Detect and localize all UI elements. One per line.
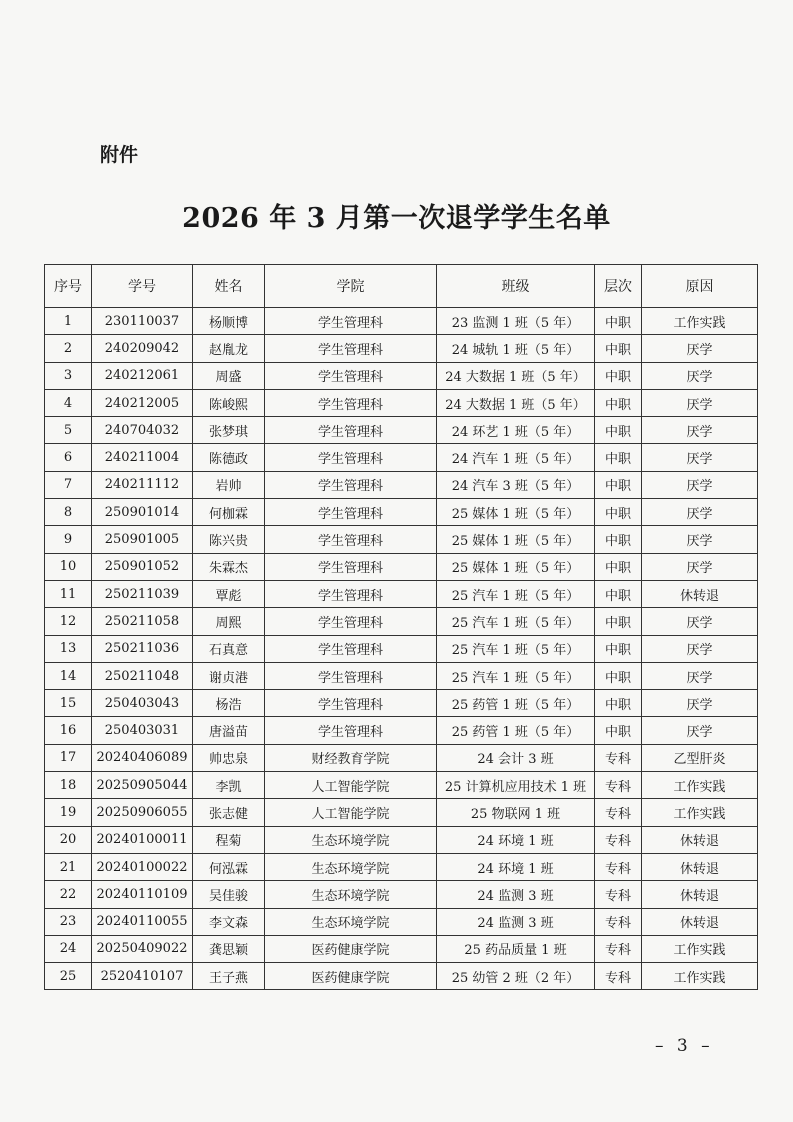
level-cell: 中职 <box>595 717 642 744</box>
class-cell: 25 媒体 1 班（5 年） <box>437 526 595 553</box>
class-cell: 24 汽车 1 班（5 年） <box>437 444 595 471</box>
college-cell: 人工智能学院 <box>265 772 437 799</box>
student-id-cell: 240211112 <box>92 471 193 498</box>
class-cell: 25 媒体 1 班（5 年） <box>437 553 595 580</box>
name-cell: 杨浩 <box>193 690 265 717</box>
table-row <box>45 935 758 962</box>
level-cell: 专科 <box>595 963 642 990</box>
college-cell: 学生管理科 <box>265 362 437 389</box>
college-cell: 学生管理科 <box>265 389 437 416</box>
reason-cell: 休转退 <box>642 881 758 908</box>
index-cell: 6 <box>45 444 92 471</box>
column-header-reason: 原因 <box>642 265 758 308</box>
table-header-row <box>45 265 758 308</box>
student-id-cell: 250901052 <box>92 553 193 580</box>
college-cell: 学生管理科 <box>265 635 437 662</box>
table-row <box>45 335 758 362</box>
table-row <box>45 690 758 717</box>
class-cell: 24 环境 1 班 <box>437 826 595 853</box>
table-row <box>45 881 758 908</box>
name-cell: 陈德政 <box>193 444 265 471</box>
reason-cell: 厌学 <box>642 608 758 635</box>
college-cell: 学生管理科 <box>265 499 437 526</box>
reason-cell: 厌学 <box>642 499 758 526</box>
table-row <box>45 662 758 689</box>
class-cell: 24 城轨 1 班（5 年） <box>437 335 595 362</box>
index-cell: 10 <box>45 553 92 580</box>
reason-cell: 厌学 <box>642 471 758 498</box>
level-cell: 专科 <box>595 799 642 826</box>
index-cell: 20 <box>45 826 92 853</box>
table-row <box>45 635 758 662</box>
level-cell: 中职 <box>595 690 642 717</box>
reason-cell: 工作实践 <box>642 963 758 990</box>
college-cell: 学生管理科 <box>265 444 437 471</box>
college-cell: 生态环境学院 <box>265 826 437 853</box>
college-cell: 生态环境学院 <box>265 881 437 908</box>
level-cell: 专科 <box>595 744 642 771</box>
student-id-cell: 250901014 <box>92 499 193 526</box>
class-cell: 25 物联网 1 班 <box>437 799 595 826</box>
level-cell: 中职 <box>595 580 642 607</box>
college-cell: 学生管理科 <box>265 553 437 580</box>
name-cell: 何枷霖 <box>193 499 265 526</box>
student-id-cell: 20240110055 <box>92 908 193 935</box>
level-cell: 专科 <box>595 826 642 853</box>
column-header-index: 序号 <box>45 265 92 308</box>
index-cell: 7 <box>45 471 92 498</box>
level-cell: 中职 <box>595 499 642 526</box>
index-cell: 17 <box>45 744 92 771</box>
reason-cell: 厌学 <box>642 526 758 553</box>
class-cell: 24 大数据 1 班（5 年） <box>437 389 595 416</box>
attachment-label: 附件 <box>100 144 139 166</box>
college-cell: 医药健康学院 <box>265 935 437 962</box>
reason-cell: 厌学 <box>642 553 758 580</box>
level-cell: 中职 <box>595 335 642 362</box>
college-cell: 学生管理科 <box>265 580 437 607</box>
reason-cell: 乙型肝炎 <box>642 744 758 771</box>
college-cell: 学生管理科 <box>265 690 437 717</box>
table-row <box>45 526 758 553</box>
reason-cell: 厌学 <box>642 717 758 744</box>
index-cell: 16 <box>45 717 92 744</box>
name-cell: 陈峻熙 <box>193 389 265 416</box>
withdrawal-roster-table <box>44 264 758 990</box>
level-cell: 专科 <box>595 935 642 962</box>
index-cell: 25 <box>45 963 92 990</box>
name-cell: 张志健 <box>193 799 265 826</box>
college-cell: 学生管理科 <box>265 308 437 335</box>
level-cell: 专科 <box>595 853 642 880</box>
table-row <box>45 499 758 526</box>
table-row <box>45 853 758 880</box>
college-cell: 学生管理科 <box>265 662 437 689</box>
class-cell: 24 会计 3 班 <box>437 744 595 771</box>
table-row <box>45 772 758 799</box>
index-cell: 14 <box>45 662 92 689</box>
table-row <box>45 389 758 416</box>
student-id-cell: 250403043 <box>92 690 193 717</box>
table-row <box>45 908 758 935</box>
student-id-cell: 20240110109 <box>92 881 193 908</box>
student-id-cell: 250901005 <box>92 526 193 553</box>
table-body <box>45 308 758 990</box>
index-cell: 13 <box>45 635 92 662</box>
class-cell: 25 汽车 1 班（5 年） <box>437 580 595 607</box>
class-cell: 25 媒体 1 班（5 年） <box>437 499 595 526</box>
reason-cell: 休转退 <box>642 580 758 607</box>
reason-cell: 工作实践 <box>642 799 758 826</box>
column-header-level: 层次 <box>595 265 642 308</box>
class-cell: 25 汽车 1 班（5 年） <box>437 635 595 662</box>
level-cell: 中职 <box>595 526 642 553</box>
name-cell: 李文森 <box>193 908 265 935</box>
reason-cell: 厌学 <box>642 335 758 362</box>
index-cell: 3 <box>45 362 92 389</box>
index-cell: 2 <box>45 335 92 362</box>
student-id-cell: 20240100011 <box>92 826 193 853</box>
level-cell: 中职 <box>595 662 642 689</box>
name-cell: 朱霖杰 <box>193 553 265 580</box>
table-row <box>45 580 758 607</box>
reason-cell: 休转退 <box>642 853 758 880</box>
column-header-name: 姓名 <box>193 265 265 308</box>
name-cell: 覃彪 <box>193 580 265 607</box>
index-cell: 19 <box>45 799 92 826</box>
column-header-college: 学院 <box>265 265 437 308</box>
name-cell: 吴佳骏 <box>193 881 265 908</box>
table-row <box>45 308 758 335</box>
reason-cell: 工作实践 <box>642 935 758 962</box>
student-id-cell: 240212005 <box>92 389 193 416</box>
level-cell: 中职 <box>595 444 642 471</box>
college-cell: 学生管理科 <box>265 608 437 635</box>
college-cell: 学生管理科 <box>265 471 437 498</box>
name-cell: 何泓霖 <box>193 853 265 880</box>
name-cell: 杨顺博 <box>193 308 265 335</box>
student-id-cell: 20250906055 <box>92 799 193 826</box>
column-header-class: 班级 <box>437 265 595 308</box>
class-cell: 25 幼管 2 班（2 年） <box>437 963 595 990</box>
index-cell: 18 <box>45 772 92 799</box>
index-cell: 22 <box>45 881 92 908</box>
college-cell: 生态环境学院 <box>265 853 437 880</box>
table-row <box>45 717 758 744</box>
level-cell: 中职 <box>595 471 642 498</box>
table-row <box>45 471 758 498</box>
reason-cell: 厌学 <box>642 362 758 389</box>
index-cell: 12 <box>45 608 92 635</box>
table-row <box>45 553 758 580</box>
student-id-cell: 20250409022 <box>92 935 193 962</box>
class-cell: 25 汽车 1 班（5 年） <box>437 608 595 635</box>
name-cell: 李凯 <box>193 772 265 799</box>
name-cell: 谢贞港 <box>193 662 265 689</box>
index-cell: 1 <box>45 308 92 335</box>
table-row <box>45 799 758 826</box>
student-id-cell: 240704032 <box>92 417 193 444</box>
index-cell: 21 <box>45 853 92 880</box>
student-id-cell: 250211058 <box>92 608 193 635</box>
student-id-cell: 240211004 <box>92 444 193 471</box>
student-id-cell: 250211036 <box>92 635 193 662</box>
reason-cell: 休转退 <box>642 826 758 853</box>
college-cell: 学生管理科 <box>265 417 437 444</box>
college-cell: 学生管理科 <box>265 717 437 744</box>
name-cell: 张梦琪 <box>193 417 265 444</box>
class-cell: 25 药管 1 班（5 年） <box>437 717 595 744</box>
table-row <box>45 444 758 471</box>
student-id-cell: 250211039 <box>92 580 193 607</box>
class-cell: 25 汽车 1 班（5 年） <box>437 662 595 689</box>
name-cell: 周盛 <box>193 362 265 389</box>
class-cell: 24 监测 3 班 <box>437 908 595 935</box>
index-cell: 5 <box>45 417 92 444</box>
student-id-cell: 250211048 <box>92 662 193 689</box>
table-row <box>45 744 758 771</box>
index-cell: 11 <box>45 580 92 607</box>
name-cell: 赵胤龙 <box>193 335 265 362</box>
level-cell: 专科 <box>595 881 642 908</box>
class-cell: 25 计算机应用技术 1 班 <box>437 772 595 799</box>
class-cell: 24 环境 1 班 <box>437 853 595 880</box>
name-cell: 程菊 <box>193 826 265 853</box>
reason-cell: 工作实践 <box>642 308 758 335</box>
name-cell: 帅忠泉 <box>193 744 265 771</box>
reason-cell: 厌学 <box>642 417 758 444</box>
class-cell: 24 监测 3 班 <box>437 881 595 908</box>
reason-cell: 工作实践 <box>642 772 758 799</box>
level-cell: 中职 <box>595 553 642 580</box>
table-row <box>45 362 758 389</box>
class-cell: 24 汽车 3 班（5 年） <box>437 471 595 498</box>
level-cell: 中职 <box>595 389 642 416</box>
index-cell: 4 <box>45 389 92 416</box>
name-cell: 唐溢苗 <box>193 717 265 744</box>
level-cell: 专科 <box>595 772 642 799</box>
student-id-cell: 2520410107 <box>92 963 193 990</box>
name-cell: 陈兴贵 <box>193 526 265 553</box>
student-id-cell: 20240406089 <box>92 744 193 771</box>
reason-cell: 厌学 <box>642 389 758 416</box>
college-cell: 生态环境学院 <box>265 908 437 935</box>
level-cell: 中职 <box>595 417 642 444</box>
name-cell: 石真意 <box>193 635 265 662</box>
level-cell: 中职 <box>595 608 642 635</box>
page-title: 2026 年 3 月第一次退学学生名单 <box>182 203 611 234</box>
page-number: – 3 – <box>655 1036 714 1056</box>
student-id-cell: 240209042 <box>92 335 193 362</box>
student-id-cell: 230110037 <box>92 308 193 335</box>
college-cell: 财经教育学院 <box>265 744 437 771</box>
class-cell: 25 药管 1 班（5 年） <box>437 690 595 717</box>
column-header-student-id: 学号 <box>92 265 193 308</box>
reason-cell: 休转退 <box>642 908 758 935</box>
student-id-cell: 20250905044 <box>92 772 193 799</box>
class-cell: 25 药品质量 1 班 <box>437 935 595 962</box>
reason-cell: 厌学 <box>642 635 758 662</box>
reason-cell: 厌学 <box>642 690 758 717</box>
table-row <box>45 608 758 635</box>
student-id-cell: 240212061 <box>92 362 193 389</box>
level-cell: 中职 <box>595 635 642 662</box>
college-cell: 学生管理科 <box>265 335 437 362</box>
reason-cell: 厌学 <box>642 662 758 689</box>
college-cell: 人工智能学院 <box>265 799 437 826</box>
name-cell: 周熙 <box>193 608 265 635</box>
class-cell: 24 环艺 1 班（5 年） <box>437 417 595 444</box>
level-cell: 中职 <box>595 362 642 389</box>
reason-cell: 厌学 <box>642 444 758 471</box>
table-row <box>45 417 758 444</box>
class-cell: 24 大数据 1 班（5 年） <box>437 362 595 389</box>
index-cell: 8 <box>45 499 92 526</box>
index-cell: 23 <box>45 908 92 935</box>
student-id-cell: 250403031 <box>92 717 193 744</box>
college-cell: 医药健康学院 <box>265 963 437 990</box>
name-cell: 岩帅 <box>193 471 265 498</box>
table-row <box>45 826 758 853</box>
class-cell: 23 监测 1 班（5 年） <box>437 308 595 335</box>
name-cell: 龚思颖 <box>193 935 265 962</box>
name-cell: 王子燕 <box>193 963 265 990</box>
index-cell: 24 <box>45 935 92 962</box>
table-row <box>45 963 758 990</box>
level-cell: 中职 <box>595 308 642 335</box>
college-cell: 学生管理科 <box>265 526 437 553</box>
index-cell: 15 <box>45 690 92 717</box>
student-id-cell: 20240100022 <box>92 853 193 880</box>
level-cell: 专科 <box>595 908 642 935</box>
index-cell: 9 <box>45 526 92 553</box>
